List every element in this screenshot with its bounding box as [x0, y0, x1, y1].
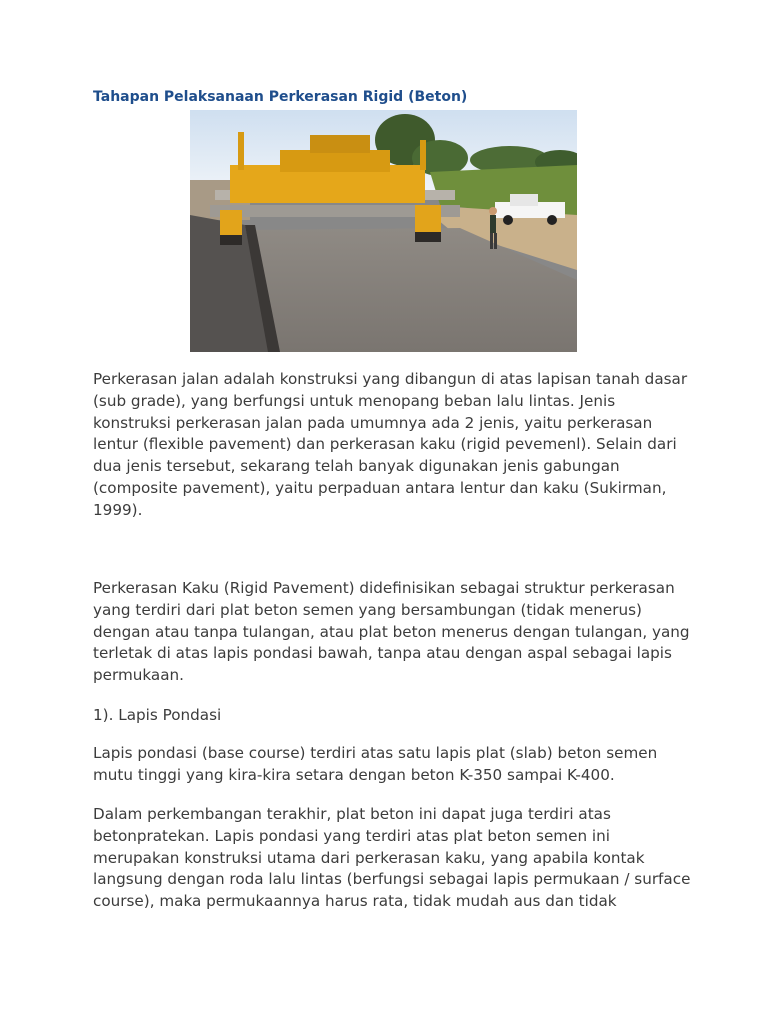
paver-machine-photo [190, 110, 577, 352]
paragraph-rigid-pavement: Perkerasan Kaku (Rigid Pavement) didefinisikan sebagai struktur perkerasan yang terdiri dari plat beton semen yang bersambungan (tidak menerus) dengan atau tanpa tulangan, atau plat beton menerus dengan tulangan, yang terletak di atas lapis pondasi bawah, tanpa atau dengan aspal sebagai lapis permukaan. [93, 579, 690, 685]
document-title: Tahapan Pelaksanaan Perkerasan Rigid (Beton) [93, 89, 468, 105]
photo-illustration [190, 110, 577, 352]
paragraph-intro: Perkerasan jalan adalah konstruksi yang dibangun di atas lapisan tanah dasar (sub grade), yang berfungsi untuk menopang beban lalu lintas. Jenis konstruksi perkerasan jalan pada umumnya ada 2 jenis, yaitu perkerasan lentur (flexible pavement) dan perkerasan kaku (rigid pevemenl). Selain dari dua jenis tersebut, sekarang telah banyak digunakan jenis gabungan (composite pavement), yaitu perpaduan antara lentur dan kaku (Sukirman, 1999). [93, 370, 688, 519]
paragraph-base-course: Lapis pondasi (base course) terdiri atas satu lapis plat (slab) beton semen mutu tinggi yang kira-kira setara dengan beton K-350 sampai K-400. [93, 744, 658, 784]
paragraph-development: Dalam perkembangan terakhir, plat beton ini dapat juga terdiri atas betonpratekan. Lapis pondasi yang terdiri atas plat beton semen ini merupakan konstruksi utama dari perkerasan kaku, yang apabila kontak langsung dengan roda lalu lintas (berfungsi sebagai lapis permukaan / surface course), maka permukaannya harus rata, tidak mudah aus dan tidak [93, 805, 691, 911]
section-heading-lapis-pondasi: 1). Lapis Pondasi [93, 706, 222, 724]
